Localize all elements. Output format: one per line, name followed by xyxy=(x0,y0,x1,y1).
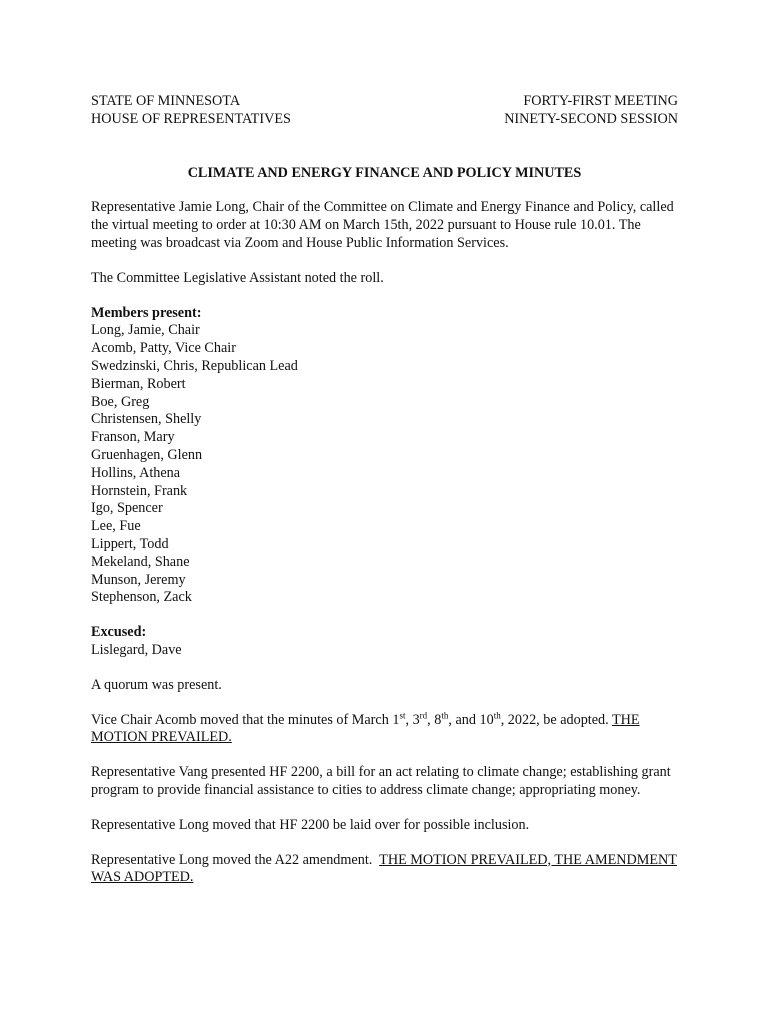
minutes-motion-text: , 8 xyxy=(427,711,442,728)
excused-section xyxy=(91,624,678,660)
meeting-number: FORTY-FIRST MEETING xyxy=(523,93,678,109)
list-item: Swedzinski, Chris, Republican Lead xyxy=(91,357,298,374)
list-item: Boe, Greg xyxy=(91,393,150,410)
header-left xyxy=(91,93,291,129)
list-item: Munson, Jeremy xyxy=(91,571,186,588)
members-present-section xyxy=(91,305,678,608)
motion-result: THE MOTION PREVAILED. xyxy=(91,711,640,746)
minutes-motion-text: , and 10 xyxy=(448,711,494,728)
excused-label: Excused: xyxy=(91,624,147,641)
list-item: Bierman, Robert xyxy=(91,375,186,392)
ordinal-suffix: th xyxy=(493,709,501,720)
excused-list xyxy=(91,642,678,660)
intro-paragraph: Representative Jamie Long, Chair of the Committee on Climate and Energy Finance and Policy, called the virtual meeting to order at 10:30 AM on March 15th, 2022 pursuant to House rule 10.01. The meeting was broadcast via Zoom and House Public Information Services. xyxy=(91,199,674,251)
header-right xyxy=(504,93,678,129)
document-header xyxy=(91,93,678,129)
hf2200-presented-paragraph: Representative Vang presented HF 2200, a bill for an act relating to climate change; establishing grant program to provide financial assistance to cities to address climate change; appropriating money. xyxy=(91,764,671,798)
ordinal-suffix: st xyxy=(399,709,406,720)
a22-amendment-paragraph xyxy=(91,852,678,888)
a22-amendment-text: Representative Long moved the A22 amendment. xyxy=(91,851,380,868)
list-item: Christensen, Shelly xyxy=(91,411,202,428)
hf2200-laid-over-paragraph: Representative Long moved that HF 2200 be laid over for possible inclusion. xyxy=(91,816,530,833)
list-item: Acomb, Patty, Vice Chair xyxy=(91,340,236,357)
minutes-document xyxy=(91,93,678,887)
list-item: Gruenhagen, Glenn xyxy=(91,446,203,463)
list-item: Hollins, Athena xyxy=(91,464,181,481)
list-item: Long, Jamie, Chair xyxy=(91,322,200,339)
list-item: Lippert, Todd xyxy=(91,535,169,552)
minutes-motion-paragraph xyxy=(91,709,678,748)
list-item: Stephenson, Zack xyxy=(91,589,192,606)
list-item: Igo, Spencer xyxy=(91,500,163,517)
motion-result: THE MOTION PREVAILED, THE AMENDMENT WAS ADOPTED. xyxy=(91,851,677,886)
list-item: Mekeland, Shane xyxy=(91,553,190,570)
list-item: Hornstein, Frank xyxy=(91,482,188,499)
members-present-label: Members present: xyxy=(91,304,202,321)
minutes-motion-text: , 2022, be adopted. xyxy=(500,711,612,728)
roll-note: The Committee Legislative Assistant noted the roll. xyxy=(91,269,384,286)
minutes-motion-text: Vice Chair Acomb moved that the minutes of March 1 xyxy=(91,711,400,728)
list-item: Lee, Fue xyxy=(91,518,141,535)
house-name: HOUSE OF REPRESENTATIVES xyxy=(91,110,291,127)
members-present-list xyxy=(91,322,678,607)
list-item: Lislegard, Dave xyxy=(91,641,182,658)
ordinal-suffix: th xyxy=(441,709,449,720)
ordinal-suffix: rd xyxy=(419,709,428,720)
document-title: CLIMATE AND ENERGY FINANCE AND POLICY MINUTES xyxy=(187,164,582,181)
quorum-statement: A quorum was present. xyxy=(91,676,222,693)
minutes-motion-text: , 3 xyxy=(405,711,420,728)
state-name: STATE OF MINNESOTA xyxy=(91,93,241,109)
session-number: NINETY-SECOND SESSION xyxy=(504,110,678,127)
list-item: Franson, Mary xyxy=(91,429,175,446)
